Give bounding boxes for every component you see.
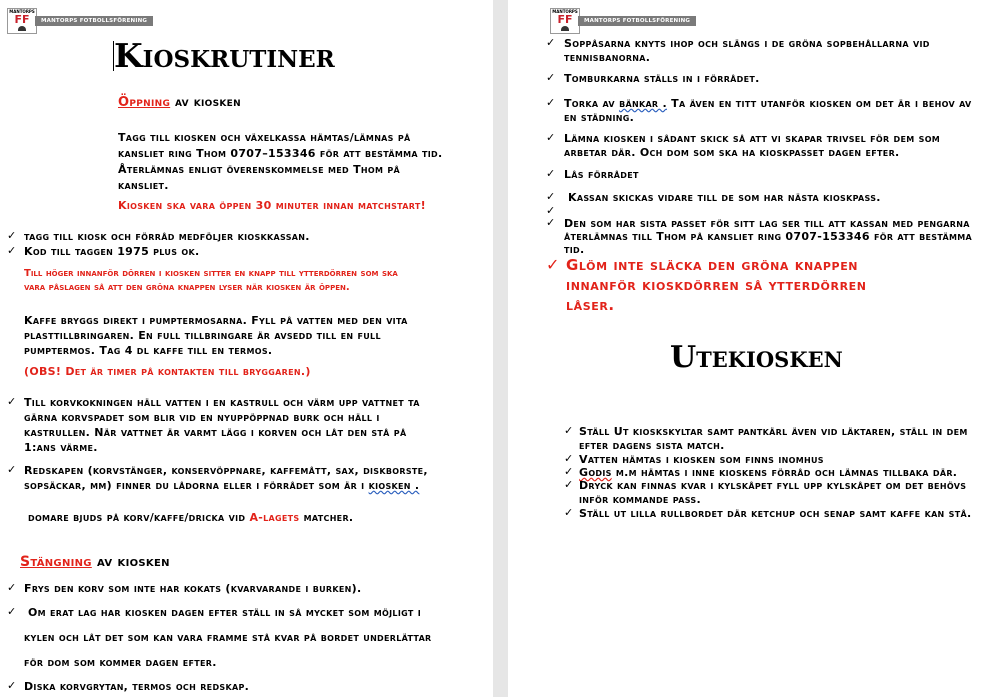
utekiosken-title: Utekiosken <box>670 340 843 375</box>
warning-line-1: Glöm inte släcka den gröna knappen <box>566 256 859 274</box>
sausage-line-2: gärna korvspadet som blir vid en nyuppöppnad burk och häll i <box>24 411 380 424</box>
r3-post: Ta även en titt utanför kiosken om det är i behov av <box>667 97 972 110</box>
check-icon: ✓ <box>564 465 574 478</box>
document-page-left <box>0 0 493 697</box>
ute-item-1a: Ställ Ut kioskskyltar samt pantkärl även vid läktaren, ställ in dem <box>579 425 968 438</box>
check-icon: ✓ <box>546 71 556 84</box>
closing-heading-rest: av kiosken <box>91 554 170 570</box>
check-icon: ✓ <box>546 96 556 109</box>
check-item-1: tagg till kiosk och förråd medföljer kioskkassan. <box>24 230 310 243</box>
close-item-1: Frys den korv som inte har kokats (kvarvarande i burken). <box>24 582 362 595</box>
open-notice: Kiosken ska vara öppen 30 minuter innan matchstart! <box>118 199 426 212</box>
check-icon: ✓ <box>546 131 556 144</box>
right-item-1b: tennisbanorna. <box>564 51 651 64</box>
right-item-5: Lås förrådet <box>564 168 639 181</box>
warning-line-2: innanför kioskdörren så ytterdörren <box>566 276 867 294</box>
close-item-2b: kylen och låt det som kan vara framme stå kvar på bordet underlättar <box>24 631 432 644</box>
check-icon: ✓ <box>546 204 556 217</box>
sausage-line-4: 1:ans värme. <box>24 441 98 454</box>
club-name-banner: MANTORPS FOTBOLLSFÖRENING <box>35 16 153 26</box>
coffee-line-1: Kaffe bryggs direkt i pumptermosarna. Fyll på vatten med den vita <box>24 314 408 327</box>
club-shield-icon <box>550 8 580 34</box>
football-icon <box>18 26 26 31</box>
red-note-1: Till höger innanför dörren i kiosken sitter en knapp till ytterdörren som ska <box>24 268 398 279</box>
tools-line-1: Redskapen (korvstänger, konservöppnare, kaffemått, sax, diskborste, <box>24 464 428 477</box>
close-item-3: Diska korvgrytan, termos och redskap. <box>24 680 250 693</box>
check-icon: ✓ <box>7 605 17 618</box>
club-shield-icon <box>7 8 37 34</box>
right-item-6: Kassan skickas vidare till de som har nästa kioskpass. <box>568 191 881 204</box>
logo-initials: FF <box>14 13 30 26</box>
right-item-1a: Soppåsarna knyts ihop och slängs i de gröna sopbehållarna vid <box>564 37 930 50</box>
check-icon: ✓ <box>7 679 17 692</box>
check-icon: ✓ <box>546 36 556 49</box>
godis-word: Godis <box>579 466 612 479</box>
check-icon: ✓ <box>546 167 556 180</box>
check-icon: ✓ <box>7 395 17 408</box>
right-item-3b: en städning. <box>564 111 635 124</box>
ute-item-2: Vatten hämtas i kiosken som finns inomhus <box>579 453 824 466</box>
closing-heading <box>20 555 170 570</box>
check-icon: ✓ <box>546 216 556 229</box>
right-item-7a: Den som har sista passet för sitt lag ser till att kassan med pengarna <box>564 217 970 230</box>
check-icon: ✓ <box>546 190 556 203</box>
kiosken-link[interactable]: kiosken . <box>368 479 420 492</box>
red-note-2: vara påslagen så att den gröna knappen lyser när kiosken är öppen. <box>24 282 350 293</box>
club-name-banner: MANTORPS FOTBOLLSFÖRENING <box>578 16 696 26</box>
right-item-7c: tid. <box>564 243 585 256</box>
logo-arc-text: MANTORPS <box>9 9 35 14</box>
check-icon: ✓ <box>546 255 560 274</box>
intro-line-4: kansliet. <box>118 179 169 192</box>
intro-line-3: Återlämnas enligt överenskommelse med Thom på <box>118 163 401 176</box>
judges-post: matcher. <box>299 511 354 524</box>
check-icon: ✓ <box>7 229 17 242</box>
ute-item-3-rest: m.m hämtas i inne kioskens förråd och lämnas tillbaka där. <box>611 466 958 479</box>
football-icon <box>561 26 569 31</box>
closing-heading-word: Stängning <box>20 554 92 570</box>
logo-initials: FF <box>557 13 573 26</box>
sausage-line-3: kastrullen. När vattnet är varmt lägg i korven och låt den stå på <box>24 426 407 439</box>
page-title[interactable]: Kioskrutiner <box>114 36 335 75</box>
coffee-line-2: plasttillbringaren. En full tillbringare är avsedd till en full <box>24 329 381 342</box>
judges-a-lag: A-lagets <box>249 511 300 524</box>
check-icon: ✓ <box>564 452 574 465</box>
sausage-line-1: Till korvkokningen häll vatten i en kastrull och värm upp vattnet ta <box>24 396 420 409</box>
warning-line-3: låser. <box>566 296 615 314</box>
check-icon: ✓ <box>7 581 17 594</box>
ute-item-5: Ställ ut lilla rullbordet där ketchup och senap samt kaffe kan stå. <box>579 507 972 520</box>
opening-heading-rest: av kiosken <box>170 95 241 110</box>
club-logo <box>7 8 153 34</box>
check-icon: ✓ <box>564 424 574 437</box>
check-item-2: Kod till taggen 1975 plus ok. <box>24 245 200 258</box>
document-page-right <box>508 0 1000 697</box>
judges-pre: domare bjuds på korv/kaffe/dricka vid <box>28 511 250 524</box>
close-item-2a: Om erat lag har kiosken dagen efter ställ in så mycket som möjligt i <box>28 606 421 619</box>
tools-line-2 <box>24 478 419 493</box>
bankar-link[interactable]: bänkar . <box>619 97 668 110</box>
intro-line-2: kansliet ring Thom 0707–153346 för att bestämma tid. <box>118 147 443 160</box>
r3-pre: Torka av <box>564 97 620 110</box>
intro-line-1: Tagg till kiosken och växelkassa hämtas/lämnas på <box>118 131 411 144</box>
check-icon: ✓ <box>7 244 17 257</box>
ute-item-4b: inför kommande pass. <box>579 493 701 506</box>
check-icon: ✓ <box>7 463 17 476</box>
right-item-2: Tomburkarna ställs in i förrådet. <box>564 72 760 85</box>
logo-arc-text: MANTORPS <box>552 9 578 14</box>
right-item-7b: återlämnas till Thom på kansliet ring 0707-153346 för att bestämma <box>564 230 972 243</box>
right-item-4b: arbetar där. Och dom som ska ha kioskpasset dagen efter. <box>564 146 900 159</box>
judges-line <box>28 510 353 525</box>
ute-item-1b: efter dagens sista match. <box>579 439 725 452</box>
check-icon: ✓ <box>564 506 574 519</box>
club-logo <box>550 8 696 34</box>
close-item-2c: för dom som kommer dagen efter. <box>24 656 217 669</box>
tools-line-2-text: sopsäckar, mm) finner du lådorna eller i förrådet som är i <box>24 479 365 492</box>
check-icon: ✓ <box>564 478 574 491</box>
page-gutter <box>493 0 508 697</box>
coffee-line-3: pumptermos. Tag 4 dl kaffe till en termos. <box>24 344 273 357</box>
ute-item-4a: Dryck kan finnas kvar i kylskåpet fyll upp kylskåpet om det behövs <box>579 479 967 492</box>
opening-heading-word: Öppning <box>118 95 171 110</box>
obs-note: (OBS! Det är timer på kontakten till bryggaren.) <box>24 365 311 378</box>
opening-heading <box>118 95 241 110</box>
right-item-3a <box>564 96 972 111</box>
right-item-4a: Lämna kiosken i sådant skick så att vi skapar trivsel för dem som <box>564 132 941 145</box>
